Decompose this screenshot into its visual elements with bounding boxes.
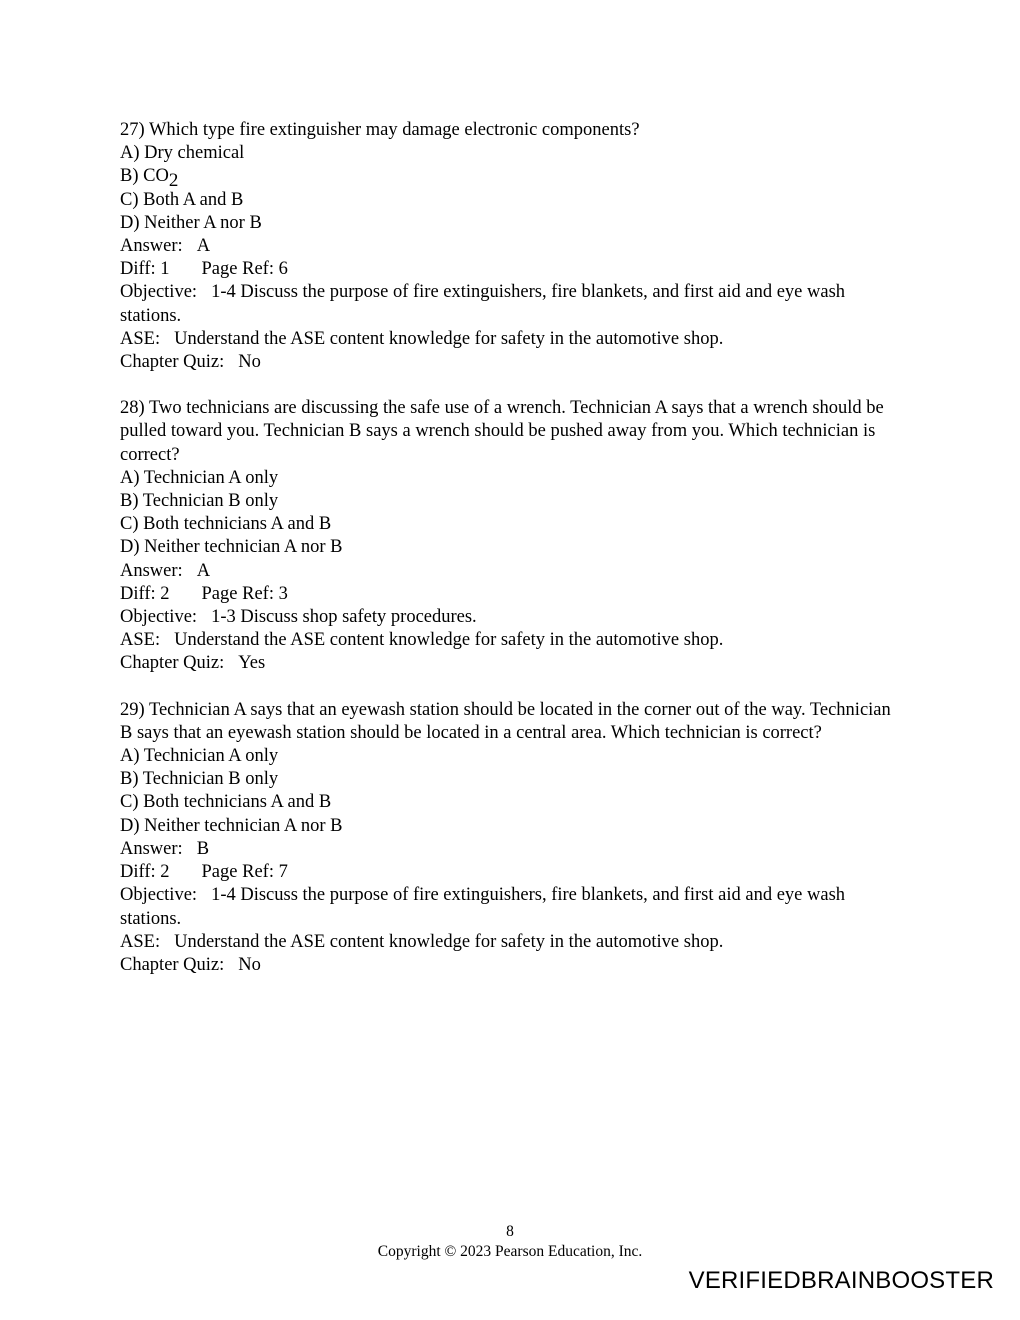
difficulty-line — [120, 861, 900, 884]
answer-line — [120, 560, 900, 583]
option-b: B) Technician B only — [120, 769, 279, 790]
answer-value: A — [196, 236, 211, 257]
objective-line — [120, 281, 900, 327]
answer-value: B — [196, 838, 210, 859]
option-a: A) Dry chemical — [120, 143, 245, 164]
option-c: C) Both technicians A and B — [120, 792, 332, 813]
diff-value: 1 — [160, 259, 170, 280]
watermark-text: VERIFIEDBRAINBOOSTER — [688, 1267, 994, 1294]
question-stem: 27) Which type fire extinguisher may damage electronic components? — [120, 120, 640, 140]
option-b-text: B) CO — [120, 166, 169, 187]
page-ref-label: Page Ref: — [201, 583, 274, 604]
diff-value: 2 — [160, 583, 170, 604]
option-d: D) Neither technician A nor B — [120, 537, 343, 558]
option-c: C) Both A and B — [120, 189, 244, 210]
ase-line — [120, 931, 900, 954]
ase-label: ASE: — [120, 931, 161, 952]
objective-line — [120, 884, 900, 930]
difficulty-line — [120, 583, 900, 606]
diff-label: Diff: — [120, 259, 156, 280]
document-body — [120, 119, 900, 1000]
option-d: D) Neither A nor B — [120, 212, 262, 233]
objective-label: Objective: — [120, 607, 198, 628]
option-b-subscript: 2 — [168, 170, 179, 192]
difficulty-line — [120, 258, 900, 281]
chapter-quiz-value: Yes — [238, 653, 266, 674]
page-number: 8 — [506, 1223, 514, 1240]
objective-label: Objective: — [120, 282, 198, 303]
question-stem: 28) Two technicians are discussing the safe use of a wrench. Technician A says that a wrench should be pulled toward you. Technician B says a wrench should be pushed away from you. Which technician is correct? — [120, 398, 884, 465]
option-b — [120, 165, 900, 192]
copyright-notice: Copyright © 2023 Pearson Education, Inc. — [377, 1243, 643, 1260]
chapter-quiz-label: Chapter Quiz: — [120, 352, 225, 373]
objective-line — [120, 606, 900, 629]
question-stem: 29) Technician A says that an eyewash station should be located in the corner out of the way. Technician B says that an eyewash station should be located in a central area. Which technician is correct? — [120, 699, 891, 743]
answer-label: Answer: — [120, 838, 183, 859]
page-ref-value: 7 — [278, 862, 288, 883]
option-b: B) Technician B only — [120, 491, 279, 512]
option-d: D) Neither technician A nor B — [120, 815, 343, 836]
chapter-quiz-line — [120, 351, 900, 374]
option-a: A) Technician A only — [120, 746, 279, 767]
option-c: C) Both technicians A and B — [120, 514, 332, 535]
objective-label: Objective: — [120, 885, 198, 906]
ase-line — [120, 328, 900, 351]
answer-line — [120, 838, 900, 861]
answer-value: A — [196, 560, 211, 581]
page-ref-value: 6 — [278, 259, 288, 280]
diff-value: 2 — [160, 862, 170, 883]
chapter-quiz-label: Chapter Quiz: — [120, 653, 225, 674]
ase-line — [120, 629, 900, 652]
answer-line — [120, 235, 900, 258]
chapter-quiz-line — [120, 954, 900, 977]
objective-text: 1-4 Discuss the purpose of fire extinguishers, fire blankets, and first aid and eye wash stations. — [120, 885, 850, 929]
question-27 — [120, 119, 900, 374]
page-ref-label: Page Ref: — [201, 862, 274, 883]
ase-text: Understand the ASE content knowledge for safety in the automotive shop. — [174, 931, 724, 952]
question-28 — [120, 397, 900, 675]
objective-text: 1-3 Discuss shop safety procedures. — [211, 607, 477, 628]
page-ref-value: 3 — [278, 583, 288, 604]
question-29 — [120, 699, 900, 977]
objective-text: 1-4 Discuss the purpose of fire extinguishers, fire blankets, and first aid and eye wash stations. — [120, 282, 850, 326]
chapter-quiz-line — [120, 652, 900, 675]
chapter-quiz-label: Chapter Quiz: — [120, 954, 225, 975]
answer-label: Answer: — [120, 560, 183, 581]
option-a: A) Technician A only — [120, 467, 279, 488]
ase-text: Understand the ASE content knowledge for safety in the automotive shop. — [174, 630, 724, 651]
ase-text: Understand the ASE content knowledge for safety in the automotive shop. — [174, 328, 724, 349]
chapter-quiz-value: No — [238, 954, 261, 975]
answer-label: Answer: — [120, 236, 183, 257]
diff-label: Diff: — [120, 862, 156, 883]
ase-label: ASE: — [120, 630, 161, 651]
diff-label: Diff: — [120, 583, 156, 604]
ase-label: ASE: — [120, 328, 161, 349]
page-ref-label: Page Ref: — [201, 259, 274, 280]
chapter-quiz-value: No — [238, 352, 261, 373]
